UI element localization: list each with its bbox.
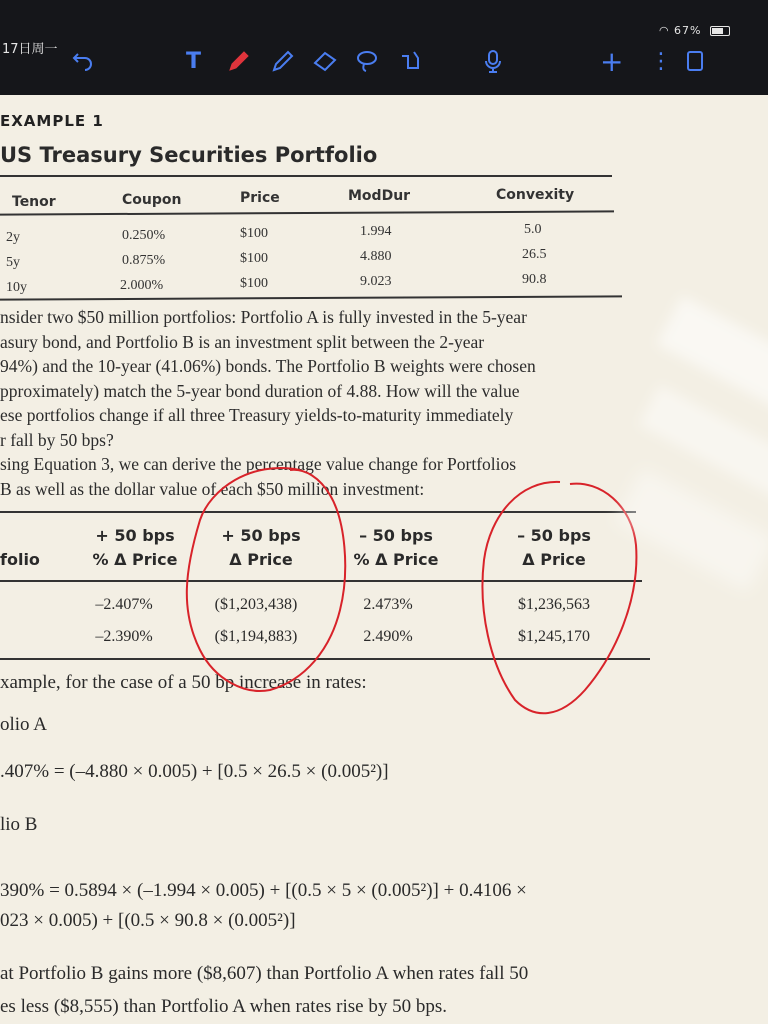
- body-line: lio B: [0, 814, 38, 835]
- table2-bottom-rule: [0, 658, 650, 660]
- table1-cell: $100: [240, 251, 268, 266]
- wifi-icon: ◠: [658, 24, 670, 37]
- table1-header-convexity: Convexity: [496, 187, 575, 203]
- table1-header-moddur: ModDur: [348, 188, 411, 204]
- body-line: 023 × 0.005) + [(0.5 × 90.8 × (0.005²)]: [0, 910, 296, 931]
- table1-header-coupon: Coupon: [122, 192, 182, 208]
- status-date: 17日周一: [2, 42, 58, 57]
- table1-header-tenor: Tenor: [12, 194, 56, 210]
- undo-icon[interactable]: [70, 48, 96, 74]
- table1-cell: 90.8: [522, 272, 547, 287]
- table1-cell: 26.5: [522, 247, 547, 262]
- pages-icon[interactable]: [682, 48, 708, 74]
- table2-header-down-dollar: [484, 524, 624, 572]
- text-tool-icon[interactable]: T: [186, 48, 202, 74]
- table2-header-up-pct: [70, 524, 200, 572]
- table2-cell: –2.407%: [95, 596, 153, 613]
- table1-cell: 5y: [6, 255, 20, 270]
- table1-header-price: Price: [240, 190, 280, 206]
- body-line: es less ($8,555) than Portfolio A when rates rise by 50 bps.: [0, 996, 447, 1017]
- app-toolbar: [0, 0, 768, 95]
- header-line: + 50 bps: [95, 526, 175, 545]
- paragraph-line: r fall by 50 bps?: [0, 429, 114, 450]
- table1-cell: 2.000%: [120, 278, 164, 293]
- pen-icon[interactable]: [270, 48, 296, 74]
- body-line: 390% = 0.5894 × (–1.994 × 0.005) + [(0.5 × 5 × (0.005²)] + 0.4106 ×: [0, 880, 527, 901]
- table1-cell: 1.994: [360, 224, 392, 239]
- example-label: EXAMPLE 1: [0, 112, 104, 130]
- body-line: olio A: [0, 714, 47, 735]
- paragraph-line: 94%) and the 10-year (41.06%) bonds. The Portfolio B weights were chosen: [0, 356, 536, 376]
- table2-cell: 2.490%: [363, 628, 413, 645]
- table2-header-down-pct: [326, 524, 466, 572]
- header-line: – 50 bps: [359, 526, 433, 545]
- pencil-icon[interactable]: [226, 48, 252, 74]
- header-line: – 50 bps: [517, 526, 591, 545]
- table2-cell: ($1,203,438): [214, 596, 298, 613]
- eraser-icon[interactable]: [312, 48, 338, 74]
- table1-cell: 5.0: [524, 222, 542, 237]
- header-line: % Δ Price: [92, 550, 178, 569]
- paragraph-line: ese portfolios change if all three Treasury yields-to-maturity immediately: [0, 405, 514, 425]
- table1-top-rule: [0, 175, 612, 177]
- table2-header-up-dollar: [196, 524, 326, 572]
- microphone-icon[interactable]: [480, 48, 506, 74]
- table2-cell: $1,236,563: [518, 596, 590, 613]
- table2-cell: 2.473%: [363, 596, 413, 613]
- magic-shape-icon[interactable]: [398, 48, 424, 74]
- table1-cell: 0.250%: [122, 228, 166, 243]
- table2-top-rule: [0, 511, 636, 513]
- paragraph-line: pproximately) match the 5-year bond duration of 4.88. How will the value: [0, 380, 520, 401]
- header-line: Δ Price: [229, 550, 293, 569]
- table1-cell: 10y: [6, 280, 27, 295]
- header-line: Δ Price: [522, 550, 586, 569]
- more-options-icon[interactable]: ⋮: [650, 48, 672, 74]
- explanation-paragraph: [0, 305, 700, 501]
- table2-cell: –2.390%: [95, 628, 153, 645]
- table1-cell: $100: [240, 276, 268, 291]
- example-title: US Treasury Securities Portfolio: [0, 143, 378, 167]
- battery-percent: 67%: [674, 24, 702, 37]
- status-indicators: [659, 24, 730, 37]
- table1-cell: 4.880: [360, 249, 392, 264]
- paragraph-line: B as well as the dollar value of each $50 million investment:: [0, 478, 425, 499]
- header-line: + 50 bps: [221, 526, 301, 545]
- table2-header-portfolio: folio: [0, 550, 40, 569]
- add-page-icon[interactable]: +: [600, 44, 624, 78]
- body-line: xample, for the case of a 50 bp increase in rates:: [0, 672, 367, 693]
- lasso-icon[interactable]: [354, 48, 380, 74]
- paragraph-line: sing Equation 3, we can derive the percentage value change for Portfolios: [0, 454, 517, 474]
- paragraph-line: nsider two $50 million portfolios: Portfolio A is fully invested in the 5-year: [0, 307, 527, 327]
- table1-cell: $100: [240, 226, 268, 241]
- table2-cell: $1,245,170: [518, 628, 590, 645]
- table2-cell: ($1,194,883): [214, 628, 298, 645]
- battery-icon: [710, 26, 730, 36]
- body-line: .407% = (–4.880 × 0.005) + [0.5 × 26.5 × (0.005²)]: [0, 761, 389, 782]
- table1-cell: 9.023: [360, 274, 392, 289]
- body-line: at Portfolio B gains more ($8,607) than Portfolio A when rates fall 50: [0, 963, 529, 984]
- table1-cell: 2y: [6, 230, 20, 245]
- header-line: % Δ Price: [353, 550, 439, 569]
- table1-cell: 0.875%: [122, 253, 166, 268]
- paragraph-line: asury bond, and Portfolio B is an investment split between the 2-year: [0, 331, 485, 352]
- table2-header-rule: [0, 580, 642, 582]
